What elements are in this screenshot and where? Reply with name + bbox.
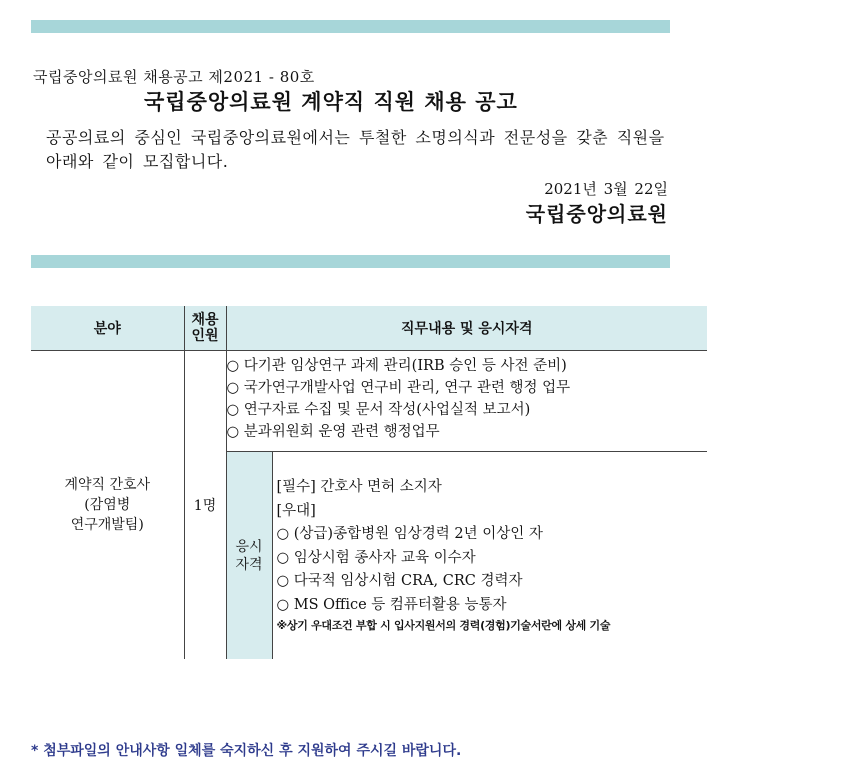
qualification-item: ○ (상급)종합병원 임상경력 2년 이상인 자 — [276, 526, 543, 542]
organization-name: 국립중앙의료원 — [525, 202, 668, 226]
notice-date: 2021년 3월 22일 — [544, 180, 668, 198]
recruitment-table — [31, 306, 707, 659]
field-cell — [31, 351, 184, 660]
field-line: 연구개발팀) — [70, 517, 144, 533]
footer-notice: * 첨부파일의 안내사항 일체를 숙지하신 후 지원하여 주시길 바랍니다. — [31, 743, 462, 759]
header-count — [184, 306, 226, 351]
duty-item: ○ 분과위원회 운영 관련 행정업무 — [226, 424, 440, 440]
qualification-item: [우대] — [276, 502, 316, 519]
qualifications-cell — [272, 452, 707, 660]
notice-number: 국립중앙의료원 채용공고 제2021 - 80호 — [33, 68, 315, 86]
qualification-item: ○ 임상시험 종사자 교육 이수자 — [276, 549, 476, 566]
header-details: 직무내용 및 응시자격 — [226, 306, 707, 351]
header-field: 분야 — [31, 306, 184, 351]
page-title: 국립중앙의료원 계약직 직원 채용 공고 — [144, 90, 518, 114]
bottom-divider-bar — [31, 255, 670, 268]
duties-row — [31, 351, 707, 452]
header-count-label: 채용인원 — [191, 312, 219, 344]
duty-item: ○ 국가연구개발사업 연구비 관리, 연구 관련 행정 업무 — [226, 380, 571, 396]
qualification-label-cell — [226, 452, 272, 660]
qualification-item: ○ 다국적 임상시험 CRA, CRC 경력자 — [276, 573, 523, 589]
intro-text: 공공의료의 중심인 국립중앙의료원에서는 투철한 소명의식과 전문성을 갖춘 직원을 아래와 같이 모집합니다. — [46, 128, 665, 171]
field-line: 계약직 간호사 — [64, 477, 151, 493]
field-line: (감염병 — [84, 497, 131, 513]
count-cell: 1명 — [184, 351, 226, 660]
qualification-item: ○ MS Office 등 컴퓨터활용 능통자 — [276, 596, 507, 613]
qualification-item: [필수] 간호사 면허 소지자 — [276, 479, 442, 495]
qualification-note: ※상기 우대조건 부합 시 입사지원서의 경력(경험)기술서란에 상세 기술 — [276, 619, 611, 632]
duty-item: ○ 연구자료 수집 및 문서 작성(사업실적 보고서) — [226, 402, 531, 418]
duties-cell — [226, 351, 707, 452]
table-header-row — [31, 306, 707, 351]
duty-item: ○ 다기관 임상연구 과제 관리(IRB 승인 등 사전 준비) — [226, 358, 567, 374]
qualification-label: 응시자격 — [235, 538, 263, 573]
top-divider-bar — [31, 20, 670, 33]
